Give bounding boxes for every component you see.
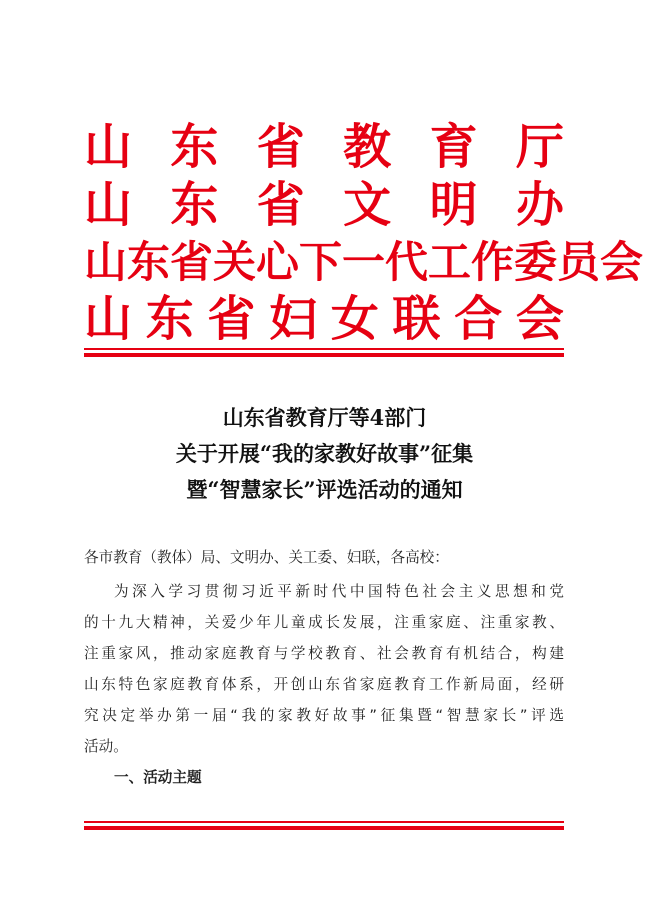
- issuer-char: 东: [170, 177, 219, 233]
- paragraph-line-2: 的十九大精神，关爱少年儿童成长发展，注重家庭、注重家教、: [84, 614, 564, 631]
- document-title-line-3: 暨“智慧家长”评选活动的通知: [186, 477, 463, 502]
- paragraph-line-4: 山东特色家庭教育体系，开创山东省家庭教育工作新局面，经研: [84, 676, 564, 693]
- issuer-char: 一: [342, 238, 385, 288]
- issuer-char: 教: [343, 119, 392, 175]
- issuer-char: 关: [213, 238, 256, 288]
- issuer-line-2: [84, 176, 564, 234]
- salutation: 各市教育（教体）局、文明办、关工委、妇联，各高校：: [84, 549, 449, 566]
- issuer-char: 省: [207, 291, 256, 347]
- issuer-char: 作: [471, 238, 514, 288]
- issuer-line-3: [84, 234, 643, 292]
- issuer-char: 东: [127, 238, 170, 288]
- paragraph-line-6: 活动。: [84, 738, 128, 755]
- issuer-char: 会: [600, 238, 643, 288]
- issuer-char: 工: [428, 238, 471, 288]
- section-heading: 一、活动主题: [114, 769, 202, 786]
- paragraph-line-3: 注重家风，推动家庭教育与学校教育、社会教育有机结合，构建: [84, 645, 564, 662]
- paragraph-line-5: 究决定举办第一届“我的家教好故事”征集暨“智慧家长”评选: [84, 707, 564, 724]
- issuer-line-1: [84, 118, 564, 176]
- issuer-char: 心: [256, 238, 299, 288]
- issuer-char: 会: [515, 291, 564, 347]
- issuer-char: 省: [256, 177, 305, 233]
- issuer-char: 文: [343, 177, 392, 233]
- header-red-rule-thick: [84, 353, 564, 357]
- footer-red-rule-thick: [84, 826, 564, 830]
- issuer-char: 山: [84, 177, 133, 233]
- issuer-char: 合: [454, 291, 503, 347]
- document-title-line-1: 山东省教育厅等4部门: [222, 405, 427, 430]
- footer-red-rule-thin: [84, 821, 564, 823]
- issuer-char: 明: [429, 177, 478, 233]
- issuer-char: 东: [145, 291, 194, 347]
- issuer-char: 员: [557, 238, 600, 288]
- issuer-line-4: [84, 290, 564, 348]
- issuer-char: 省: [170, 238, 213, 288]
- issuer-char: 山: [84, 291, 133, 347]
- issuer-char: 女: [330, 291, 379, 347]
- issuer-char: 办: [515, 177, 564, 233]
- issuer-char: 省: [256, 119, 305, 175]
- issuer-char: 山: [84, 238, 127, 288]
- issuer-char: 厅: [515, 119, 564, 175]
- issuer-char: 东: [170, 119, 219, 175]
- issuer-char: 山: [84, 119, 133, 175]
- header-red-rule-thin: [84, 348, 564, 350]
- issuer-char: 下: [299, 238, 342, 288]
- issuer-char: 委: [514, 238, 557, 288]
- document-title-line-2: 关于开展“我的家教好故事”征集: [175, 441, 474, 466]
- issuer-char: 妇: [269, 291, 318, 347]
- issuer-char: 育: [429, 119, 478, 175]
- issuer-char: 代: [385, 238, 428, 288]
- issuer-char: 联: [392, 291, 441, 347]
- paragraph-line-1: 为深入学习贯彻习近平新时代中国特色社会主义思想和党: [114, 583, 564, 600]
